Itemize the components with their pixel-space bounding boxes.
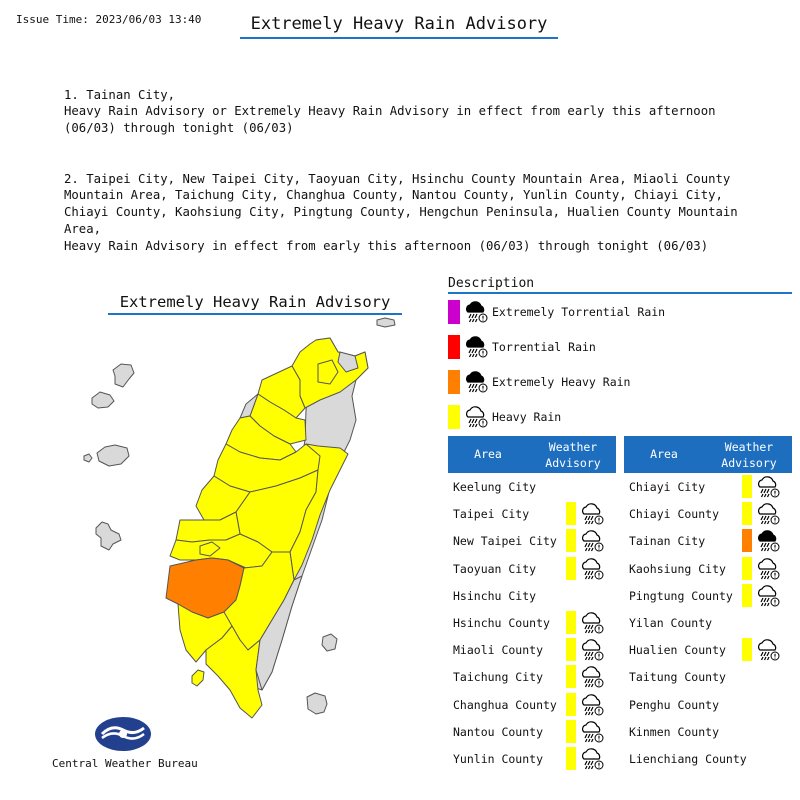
legend-swatch	[448, 405, 460, 429]
area-name: Tainan City	[629, 534, 706, 549]
legend-item	[448, 299, 665, 325]
table-row	[624, 473, 792, 500]
advisory-level-bar	[566, 557, 576, 580]
legend-item	[448, 404, 561, 430]
table-row	[624, 555, 792, 582]
extremely-heavy-rain-icon	[463, 369, 489, 395]
table-row	[448, 663, 616, 690]
table-row	[624, 527, 792, 554]
page-title: Extremely Heavy Rain Advisory	[240, 14, 558, 39]
table-row	[624, 500, 792, 527]
advisory-level-bar	[566, 638, 576, 661]
area-name: Pingtung County	[629, 588, 733, 603]
extremely-heavy-rain-icon	[755, 528, 781, 554]
taiwan-map	[0, 300, 445, 720]
table-row	[448, 555, 616, 582]
table-row	[624, 609, 792, 636]
table-row	[448, 473, 616, 500]
area-name: Lienchiang County	[629, 751, 747, 766]
map-region-kinmen	[92, 392, 114, 408]
bureau-name: Central Weather Bureau	[52, 757, 198, 770]
area-name: Chiayi County	[629, 507, 720, 522]
area-name: Miaoli County	[453, 643, 544, 658]
area-name: Nantou County	[453, 724, 544, 739]
legend-label: Extremely Heavy Rain	[492, 375, 631, 389]
area-name: Hualien County	[629, 643, 726, 658]
area-name: Taipei City	[453, 507, 530, 522]
heavy-rain-icon	[463, 404, 489, 430]
legend-label: Heavy Rain	[492, 410, 562, 424]
heavy-rain-icon	[755, 501, 781, 527]
header-advisory: Weather Advisory	[545, 440, 601, 470]
legend-label: Extremely Torrential Rain	[492, 305, 666, 319]
issue-time: Issue Time: 2023/06/03 13:40	[16, 13, 202, 26]
advisory-paragraph-1: 1. Tainan City, Heavy Rain Advisory or Extremely Heavy Rain Advisory in effect from early this afternoon (06/03) through tonight (06/03)	[64, 87, 716, 136]
table-row	[624, 636, 792, 663]
area-name: Hsinchu City	[453, 588, 537, 603]
heavy-rain-icon	[579, 556, 605, 582]
area-name: Penghu County	[629, 697, 720, 712]
area-table-right	[624, 436, 792, 772]
advisory-text	[64, 53, 744, 271]
area-name: Yunlin County	[453, 751, 544, 766]
advisory-level-bar	[566, 502, 576, 525]
advisory-level-bar	[742, 475, 752, 498]
area-name: Hsinchu County	[453, 615, 550, 630]
table-row	[624, 745, 792, 772]
advisory-level-bar	[566, 693, 576, 716]
map-region-matsu-2	[113, 364, 134, 387]
map-region-matsu	[377, 318, 395, 327]
area-name: Taichung City	[453, 670, 544, 685]
advisory-level-bar	[566, 747, 576, 770]
table-row	[448, 609, 616, 636]
area-name: Yilan County	[629, 615, 713, 630]
table-row	[448, 691, 616, 718]
advisory-level-bar	[566, 529, 576, 552]
header-area: Area	[650, 447, 678, 461]
table-row	[624, 582, 792, 609]
advisory-level-bar	[742, 502, 752, 525]
heavy-rain-icon	[579, 637, 605, 663]
advisory-level-bar	[566, 720, 576, 743]
area-name: Keelung City	[453, 480, 537, 494]
heavy-rain-icon	[579, 528, 605, 554]
advisory-level-bar	[742, 638, 752, 661]
heavy-rain-icon	[755, 583, 781, 609]
table-row	[448, 745, 616, 772]
heavy-rain-icon	[579, 746, 605, 772]
legend-item	[448, 369, 630, 395]
cwb-logo-icon	[94, 716, 152, 752]
table-row	[448, 636, 616, 663]
heavy-rain-icon	[579, 664, 605, 690]
heavy-rain-icon	[755, 637, 781, 663]
table-header	[624, 436, 792, 473]
table-row	[448, 718, 616, 745]
advisory-level-bar	[742, 584, 752, 607]
area-name: Taoyuan City	[453, 561, 537, 576]
area-name: Taitung County	[629, 670, 726, 685]
header-advisory: Weather Advisory	[721, 440, 777, 470]
table-row	[624, 691, 792, 718]
heavy-rain-icon	[755, 556, 781, 582]
map-region-kinmen-3	[84, 454, 92, 462]
map-region-penghu	[96, 522, 121, 550]
table-row	[624, 718, 792, 745]
torrential-rain-icon	[463, 299, 489, 325]
map-region-green-island	[322, 634, 337, 651]
legend-swatch	[448, 300, 460, 324]
legend-swatch	[448, 370, 460, 394]
heavy-rain-icon	[579, 501, 605, 527]
legend-swatch	[448, 335, 460, 359]
advisory-level-bar	[742, 557, 752, 580]
heavy-rain-icon	[755, 474, 781, 500]
map-title: Extremely Heavy Rain Advisory	[108, 293, 402, 315]
area-name: Kaohsiung City	[629, 561, 726, 576]
advisory-level-bar	[566, 611, 576, 634]
heavy-rain-icon	[579, 610, 605, 636]
table-row	[448, 582, 616, 609]
advisory-level-bar	[742, 529, 752, 552]
heavy-rain-icon	[579, 692, 605, 718]
legend-label: Torrential Rain	[492, 340, 596, 354]
area-table-left	[448, 436, 616, 772]
map-region-orchid-island	[307, 693, 327, 714]
heavy-rain-icon	[579, 719, 605, 745]
table-row	[448, 527, 616, 554]
table-header	[448, 436, 616, 473]
legend-item	[448, 334, 596, 360]
map-region-liuqiu	[192, 670, 204, 686]
advisory-level-bar	[566, 665, 576, 688]
map-region-kinmen-2	[97, 445, 129, 466]
area-name: Changhua County	[453, 697, 557, 712]
header-area: Area	[474, 447, 502, 461]
table-row	[448, 500, 616, 527]
area-name: Chiayi City	[629, 480, 706, 494]
table-row	[624, 663, 792, 690]
torrential-rain-icon	[463, 334, 489, 360]
area-name: Kinmen County	[629, 724, 720, 739]
description-title: Description	[448, 276, 792, 294]
area-name: New Taipei City	[453, 534, 557, 549]
advisory-paragraph-2: 2. Taipei City, New Taipei City, Taoyuan City, Hsinchu County Mountain Area, Miaoli County Mountain Area, Taichung City, Changhua County, Nantou County, Yunlin County, Chiayi City, Chiayi County, Kaohsiung City, Pingtung County, Hengchun Peninsula, Hualien County Mountain Area, Heavy Rain Advisory in effect from early this afternoon (06/03) through tonight (06/03)	[64, 171, 738, 253]
